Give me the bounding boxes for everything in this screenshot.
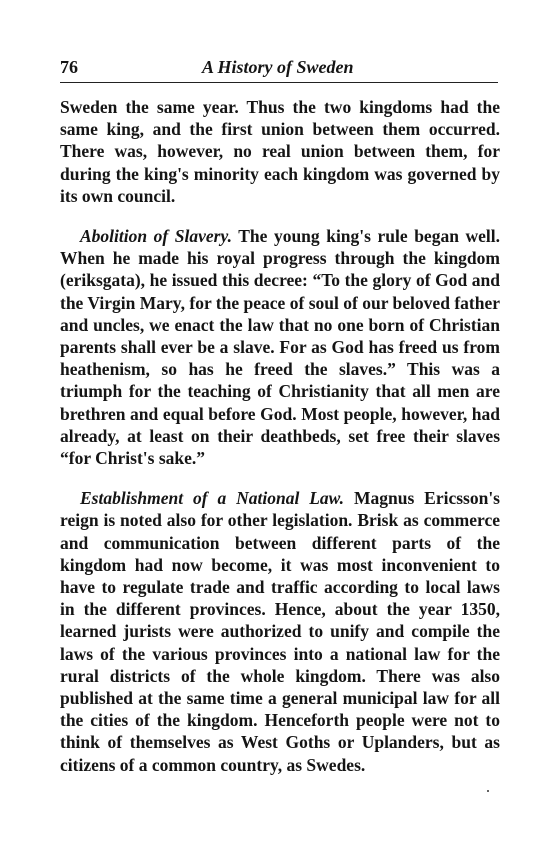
paragraph-abolition-body: The young king's rule began well. When he made his royal progress through the kingdom (eriksgata), he issued this decree: “To the glory of God and the Virgin Mary, for the peace of soul of our beloved father and uncles, we enact the law that no one born of Christian parents shall ever be a slave. For as God has freed us from heathenism, so has he freed the slaves.” This was a triumph for the teaching of Christianity that all men are brethren and equal before God. Most people, however, had already, at least on their deathbeds, set free their slaves “for Christ's sake.” [60, 226, 500, 469]
running-head [60, 56, 498, 78]
section-heading-national-law: Establishment of a National Law. [80, 488, 345, 509]
paragraph-abolition-of-slavery [60, 225, 500, 469]
header-rule [60, 82, 498, 83]
print-speck [487, 790, 489, 792]
paragraph-national-law [60, 487, 500, 776]
page-number: 76 [60, 57, 78, 77]
paragraph-continuation: Sweden the same year. Thus the two kingdoms had the same king, and the first union between them occurred. There was, however, no real union between them, for during the king's minority each kingdom was governed by its own council. [60, 97, 500, 206]
paragraph-national-law-body: Magnus Ericsson's reign is noted also for other legislation. Brisk as commerce and communication between different parts of the kingdom had now become, it was most inconvenient to have to regulate trade and traffic according to local laws in the different provinces. Hence, about the year 1350, learned jurists were authorized to unify and compile the laws of the various provinces into a national law for the rural districts of the whole kingdom. There was also published at the same time a general municipal law for all the cities of the kingdom. Henceforth people were not to think of themselves as West Goths or Uplanders, but as citizens of a common country, as Swedes. [60, 488, 500, 775]
section-heading-abolition-of-slavery: Abolition of Slavery. [80, 226, 232, 247]
body-text [60, 96, 500, 794]
book-title: A History of Sweden [202, 57, 354, 77]
